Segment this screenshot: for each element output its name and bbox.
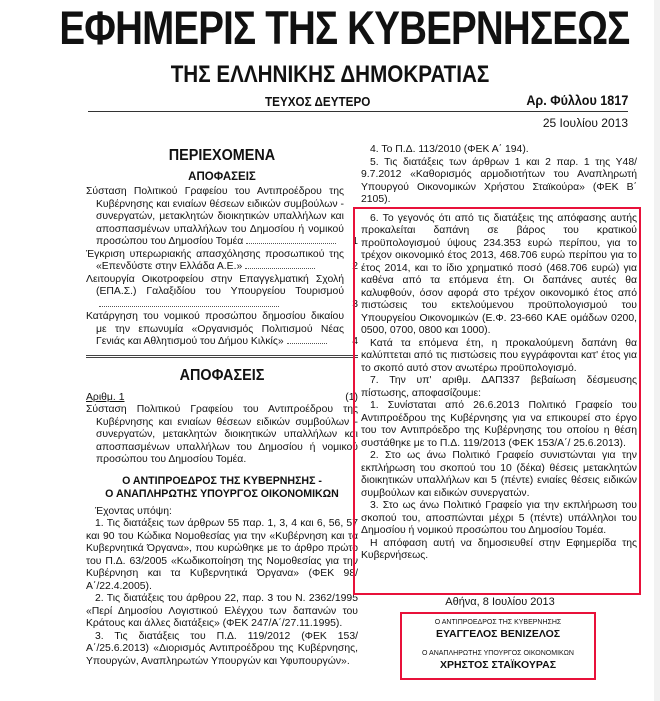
article-3: 3. Στο ως άνω Πολιτικό Γραφείο για την εκπλήρωση του σκοπού του, αποσπώνται μέχρι 5 (πέντε) υπάλληλοι του Δημοσίου ή νομικού προσώπου του Δημοσίου Τομέα. — [361, 500, 637, 536]
toc-page: 1 — [352, 236, 358, 247]
consideration-7: 7. Την υπ' αριθμ. ΔΑΠ337 βεβαίωση δέσμευσης πίστωσης, αποφασίζουμε: — [361, 375, 637, 399]
gazette-subtitle: ΤΗΣ ΕΛΛΗΝΙΚΗΣ ΔΗΜΟΚΡΑΤΙΑΣ — [170, 61, 490, 88]
signatory-name: ΕΥΑΓΓΕΛΟΣ ΒΕΝΙΖΕΛΟΣ — [435, 628, 561, 640]
toc-item[interactable] — [86, 186, 358, 249]
sheet-number: Αρ. Φύλλου 1817 — [526, 92, 628, 108]
gazette-title: ΕΦΗΜΕΡΙΣ ΤΗΣ ΚΥΒΕΡΝΗΣΕΩΣ — [59, 1, 630, 54]
decision-ref-number: (1) — [345, 391, 358, 403]
decision-subject: Σύσταση Πολιτικού Γραφείου του Αντιπροέδρου της Κυβέρνησης και ενιαίων θέσεων ειδικών συμβούλων - συνεργατών, μετακλητών διοικητικών υπαλλήλων και αποσπασμένων υπαλλήλων του Δημοσίου ή νομικού προσώπου του Δημοσίου Τομέα. — [86, 404, 358, 465]
consideration-6-cont: Κατά τα επόμενα έτη, η προκαλούμενη δαπάνη θα καλύπτεται από τις πιστώσεις που εγγράφονται κατ' έτος για το σκοπό αυτό στον ανωτέρω προϋπολογισμό. — [361, 337, 637, 374]
consideration-6: 6. Το γεγονός ότι από τις διατάξεις της απόφασης αυτής προκαλείται δαπάνη σε βάρος του κρατικού προϋπολογισμού ύψους 234.353 ευρώ περίπου, για το τρέχον οικονομικό έτος 2013, 468.706 ευρώ περίπου για το έτος 2014, και το ίδιο χρηματικό ποσό (468.706 ευρώ) για καθένα από τα επόμενα έτη. Οι δαπάνες αυτές θα καλυφθούν, όσον αφορά στο τρέχον οικονομικό έτος από πιστώσεις του εκτελούμενου προϋπολογισμού του Υπουργείου Οικονομικών (Ε.Φ. 23-660 ΚΑΕ ομάδων 0200, 0500, 0700, 0800 και 1000). — [361, 212, 637, 336]
signatory-title: Ο ΑΝΑΠΛΗΡΩΤΗΣ ΥΠΟΥΡΓΟΣ ΟΙΚΟΝΟΜΙΚΩΝ — [422, 650, 574, 657]
decision-ref: Αριθμ. 1 — [86, 391, 125, 403]
signatory-title: Ο ΑΝΤΙΠΡΟΕΔΡΟΣ ΤΗΣ ΚΥΒΕΡΝΗΣΗΣ — [434, 619, 562, 626]
authority-line-1: Ο ΑΝΤΙΠΡΟΕΔΡΟΣ ΤΗΣ ΚΥΒΕΡΝΗΣΗΣ - — [122, 474, 322, 487]
consideration-4: 4. Το Π.Δ. 113/2010 (ΦΕΚ Α΄ 194). — [370, 144, 529, 155]
toc-item-text: Σύσταση Πολιτικού Γραφείου του Αντιπροέδρου της Κυβέρνησης και ενιαίων θέσεων ειδικών συμβούλων - συνεργατών, μετακλητών διοικητικών υπαλλήλων και αποσπασμένων υπαλλήλων του Δημοσίου ή νομικού προσώπου του Δημοσίου Τομέα — [86, 186, 344, 247]
signatory-name: ΧΡΗΣΤΟΣ ΣΤΑΪΚΟΥΡΑΣ — [439, 659, 557, 671]
toc-item-text: Λειτουργία Οικοτροφείου στην Επαγγελματική Σχολή (ΕΠΑ.Σ.) Γαλαξιδίου του Υπουργείου Τουρισμού — [86, 273, 344, 297]
left-column — [86, 146, 358, 668]
highlight-box-body — [353, 207, 641, 595]
consideration-5: 5. Τις διατάξεις των άρθρων 1 και 2 παρ. 1 της Υ48/ 9.7.2012 «Καθορισμός αρμοδιοτήτων του Αναπληρωτή Υπουργού Οικονομικών Χρήστου Σταϊκούρα» (ΦΕΚ Β΄ 2105). — [361, 156, 637, 205]
article-2: 2. Στο ως άνω Πολιτικό Γραφείο συνιστώνται για την εκπλήρωση του σκοπού του 10 (δέκα) θέσεις μετακλητών διοικητικών υπαλλήλων και 5 (πέντε) ενιαίες θέσεις ειδικών συμβούλων και ειδικών συνεργατών. — [361, 450, 637, 499]
toc-page: 3 — [352, 298, 358, 310]
place-date: Αθήνα, 8 Ιουλίου 2013 — [445, 596, 555, 608]
toc-item[interactable] — [86, 249, 358, 274]
article-1: 1. Συνίσταται από 26.6.2013 Πολιτικό Γραφείο του Αντιπροέδρου της Κυβέρνησης για να επικουρεί στο έργο του τον Αντιπρόεδρο της Κυβέρνησης του οποίου η θέση συστάθηκε με το Π.Δ. 119/2013 (ΦΕΚ 153/Α΄/ 25.6.2013). — [361, 400, 637, 449]
decisions-title: ΑΠΟΦΑΣΕΙΣ — [179, 366, 265, 384]
section-divider — [86, 355, 358, 358]
toc-item-text: Κατάργηση του νομικού προσώπου δημοσίου δικαίου με την επωνυμία «Οργανισμός Πολιτισμού Νέας Γενιάς και Αθλητισμού του Δήμου Κιλκίς» — [86, 311, 344, 347]
toc-page: 2 — [352, 261, 358, 272]
authority-heading — [86, 475, 358, 501]
toc-item[interactable] — [86, 274, 358, 312]
contents-title: ΠΕΡΙΕΧΟΜΕΝΑ — [168, 147, 276, 164]
contents-section: ΑΠΟΦΑΣΕΙΣ — [188, 171, 256, 183]
toc-page: 4 — [352, 336, 358, 347]
authority-line-2: Ο ΑΝΑΠΛΗΡΩΤΗΣ ΥΠΟΥΡΓΟΣ ΟΙΚΟΝΟΜΙΚΩΝ — [105, 487, 339, 500]
considering-label: Έχοντας υπόψη: — [95, 505, 172, 517]
consideration-1: 1. Τις διατάξεις των άρθρων 55 παρ. 1, 3, 4 και 6, 56, 57 και 90 του Κώδικα Νομοθεσίας για την «Κυβέρνηση και τα Κυβερνητικά Όργανα», που κυρώθηκε με το άρθρο πρώτο του Π.Δ. 63/2005 «Κωδικοποίηση της Νομοθεσίας για την Κυβέρνηση και τα Κυβερνητικά Όργανα» (ΦΕΚ 98/Α΄/22.4.2005). — [86, 518, 358, 592]
toc-item-text: Έγκριση υπερωριακής απασχόλησης προσωπικού της «Επενδύστε στην Ελλάδα Α.Ε.» — [86, 248, 344, 272]
issue-date: 25 Ιουλίου 2013 — [542, 116, 628, 130]
header-divider — [88, 111, 628, 112]
publication-order: Η απόφαση αυτή να δημοσιευθεί στην Εφημερίδα της Κυβερνήσεως. — [361, 537, 637, 561]
decision-ref-row — [86, 392, 358, 405]
toc-item[interactable] — [86, 311, 358, 349]
consideration-3: 3. Τις διατάξεις του Π.Δ. 119/2012 (ΦΕΚ 153/Α΄/25.6.2013) «Διορισμός Αντιπροέδρου της Κυβέρνησης, Υπουργών, Αναπληρωτών Υπουργών και Υφυπουργών». — [86, 630, 358, 667]
scrollbar[interactable] — [654, 0, 660, 701]
consideration-2: 2. Τις διατάξεις του άρθρου 22, παρ. 3 του Ν. 2362/1995 «Περί Δημοσίου Λογιστικού Ελέγχου των δαπανών του Κράτους και άλλες διατάξεις» (ΦΕΚ 247/Α΄/27.11.1995). — [86, 593, 358, 629]
issue-label: ΤΕΥΧΟΣ ΔΕΥΤΕΡΟ — [265, 94, 371, 109]
